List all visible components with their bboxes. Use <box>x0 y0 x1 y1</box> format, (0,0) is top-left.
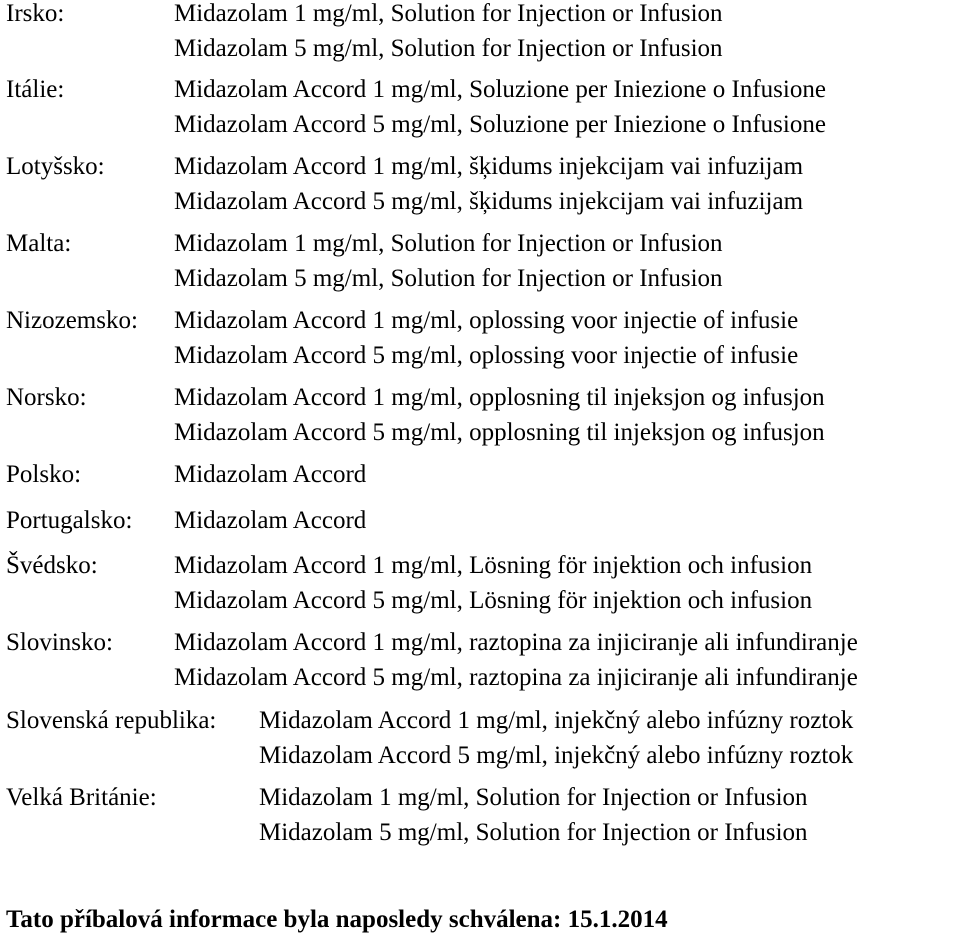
product-names <box>174 625 858 695</box>
product-name: Midazolam Accord <box>174 461 367 488</box>
product-name: Midazolam 5 mg/ml, Solution for Injection or Infusion <box>259 819 808 846</box>
product-name: Midazolam Accord <box>174 507 367 534</box>
product-name: Midazolam Accord 5 mg/ml, opplosning til injeksjon og infusjon <box>174 419 825 446</box>
country-label: Nizozemsko: <box>6 307 138 334</box>
product-names <box>174 380 825 450</box>
product-names <box>259 780 808 850</box>
product-name: Midazolam 1 mg/ml, Solution for Injection or Infusion <box>259 784 808 811</box>
product-name: Midazolam 5 mg/ml, Solution for Injection or Infusion <box>174 265 723 292</box>
product-name: Midazolam Accord 1 mg/ml, Lösning för injektion och infusion <box>174 552 813 579</box>
country-label: Itálie: <box>6 76 65 103</box>
product-name: Midazolam 5 mg/ml, Solution for Injection or Infusion <box>174 35 723 62</box>
product-names <box>174 226 723 296</box>
product-name: Midazolam Accord 1 mg/ml, oplossing voor injectie of infusie <box>174 307 799 334</box>
product-names <box>174 503 366 538</box>
product-names <box>174 457 366 492</box>
product-name: Midazolam Accord 1 mg/ml, injekčný alebo infúzny roztok <box>259 707 854 734</box>
product-name: Midazolam 1 mg/ml, Solution for Injection or Infusion <box>174 0 723 27</box>
product-name: Midazolam Accord 1 mg/ml, raztopina za injiciranje ali infundiranje <box>174 629 858 656</box>
product-name: Midazolam Accord 5 mg/ml, Soluzione per Iniezione o Infusione <box>174 111 826 138</box>
country-label: Slovenská republika: <box>6 707 217 734</box>
product-names <box>174 149 803 219</box>
product-names <box>174 0 723 66</box>
country-label: Lotyšsko: <box>6 153 105 180</box>
product-names <box>174 303 798 373</box>
product-name: Midazolam Accord 5 mg/ml, injekčný alebo infúzny roztok <box>259 742 854 769</box>
product-names <box>259 703 853 773</box>
country-label: Švédsko: <box>6 552 98 579</box>
product-name: Midazolam Accord 5 mg/ml, Lösning för injektion och infusion <box>174 587 813 614</box>
product-name: Midazolam Accord 1 mg/ml, šķidums injekcijam vai infuzijam <box>174 153 804 180</box>
product-name: Midazolam 1 mg/ml, Solution for Injection or Infusion <box>174 230 723 257</box>
country-label: Irsko: <box>6 0 65 27</box>
country-label: Malta: <box>6 230 72 257</box>
country-label: Velká Británie: <box>6 784 157 811</box>
product-name: Midazolam Accord 5 mg/ml, šķidums injekcijam vai infuzijam <box>174 188 804 215</box>
product-name: Midazolam Accord 1 mg/ml, Soluzione per Iniezione o Infusione <box>174 76 826 103</box>
product-names <box>174 548 812 618</box>
country-label: Polsko: <box>6 461 82 488</box>
country-label: Portugalsko: <box>6 507 133 534</box>
country-label: Slovinsko: <box>6 629 113 656</box>
product-name: Midazolam Accord 1 mg/ml, opplosning til injeksjon og infusjon <box>174 384 825 411</box>
country-label: Norsko: <box>6 384 87 411</box>
product-names <box>174 72 826 142</box>
product-name: Midazolam Accord 5 mg/ml, raztopina za injiciranje ali infundiranje <box>174 664 858 691</box>
approval-date-note: Tato příbalová informace byla naposledy schválena: 15.1.2014 <box>6 906 668 933</box>
product-name: Midazolam Accord 5 mg/ml, oplossing voor injectie of infusie <box>174 342 799 369</box>
